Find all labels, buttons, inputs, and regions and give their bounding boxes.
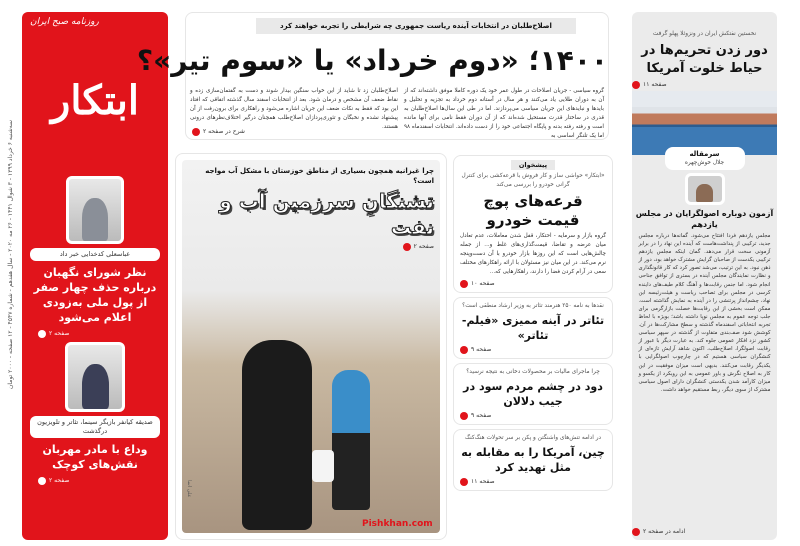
water-shortage-photo: [182, 160, 440, 533]
figure-woman: [242, 340, 312, 530]
page-ref-text: صفحه ۲: [49, 477, 70, 484]
page-ref-text: صفحه ۱۰: [471, 280, 495, 287]
page-ref-text: شرح در صفحه ۲: [203, 128, 245, 135]
story-headline[interactable]: چین، آمریکا را به مقابله به مثل تهدید کرد: [461, 446, 605, 474]
photo-credit: علی اسا: [186, 480, 192, 498]
photo-headline[interactable]: تشنگانِ سرزمین آب و نفت: [219, 189, 434, 239]
left-stories: [26, 176, 164, 536]
page-ref-text: صفحه ۹: [471, 412, 492, 419]
editorial-title[interactable]: آزمون دوباره اصولگرایان در مجلس یازدهم: [635, 209, 774, 229]
page-ref[interactable]: [38, 476, 69, 485]
newspaper-logo: ابتکار: [51, 77, 139, 124]
lead-story: [136, 12, 609, 140]
dateline: سه‌شنبه ۶ خرداد ۱۳۹۹ - ۳ شوال ۱۴۴۱ - ۲۶ مه ۲۰۲۰ - سال هفدهم - شماره ۴۵۴۷ - ۱۲ صفحه - ۲۰۰۰ تومان: [7, 120, 14, 389]
page-dot-icon: [460, 280, 468, 288]
editorial-body: مجلس یازدهم فردا افتتاح می‌شود. گمانه‌ها درباره مجلس جدید، ترکیبی از پنداشت‌هاست که آینده این نهاد را در برابر آزمونی سخت قرار می‌دهد. گمان اینکه مجلس یازدهم ترکیبی یکدست از صاحبان گرایش مشترک خواهد بود، دور از ذهن نبود. به این ترتیب، می‌شد تصور کرد که کار قانونگذاری و نظارت نمایندگان مجلس آینده در بستری از توافق جناحی انجام شود. اما جنس رقابت‌ها و آهنگ کلام طیف‌های داینده کرسی در مجلس برای تصاحب ریاست و هیئت‌رئیسه این نهاد، چشم‌انداز پرتنشی را در آینده به نمایش گذاشته است. ممکن است بخشی از این رقابت‌ها خصلت بازارگرمی برای جلب توجه عموم به مجلس نوپا داشته باشد؛ بویژه با لحاظ تجربه انتخاباتی اسفندماه گذشته و سطح مشارکت‌ها در آن. کوشش شود صف‌بندی متفاوت از گذشته در سپهر سیاسی کشور نزد افکار عمومی جلوه کند. به عبارت دیگر با عبور از رقابت اصولگرا، اصلاح‌طلب، اکنون شاهد آرایش تازه‌ای از کنشگران سیاسی هستیم که در چارچوب اصولگرایی با یکدیگر رقابت می‌کنند. بدیهی است میزان موفقیت در این کار به اصلاح نگرش و باور عمومی به این رویکرد از یکسو و میزان کارآمد شدن یکدستی کنشگران دارای اصول سیاسی مشترک از سوی دیگر، ربط مستقیم خواهد داشت.: [638, 233, 771, 393]
tanker-photo: [632, 91, 777, 155]
right-column: [632, 12, 777, 540]
page-dot-icon: [192, 128, 200, 136]
figure-boy: [332, 370, 370, 510]
page-dot-icon: [403, 243, 411, 251]
page-dot-icon: [632, 528, 640, 536]
page-ref[interactable]: [460, 345, 491, 354]
page-ref-text: صفحه ۲: [49, 330, 70, 337]
photo-heading-group: [186, 166, 434, 251]
page-ref[interactable]: [460, 411, 491, 420]
editorial-author: جلال خوش‌چهره: [684, 160, 725, 166]
author-portrait: [685, 173, 725, 205]
story-china-us: [453, 429, 613, 491]
page-ref[interactable]: [460, 477, 495, 486]
story-car-lottery: [453, 155, 613, 293]
page-ref-text: صفحه ۱۱: [471, 478, 495, 485]
lead-headline[interactable]: ۱۴۰۰؛ «دوم خرداد» یا «سوم تیر»؟: [136, 44, 608, 77]
tanker-headline[interactable]: دور زدن تحریم‌ها در حیاط خلوت آمریکا: [641, 43, 768, 76]
editorial-label-box: [665, 147, 745, 170]
photo-caption: عباسعلی کدخدایی خبر داد: [30, 248, 160, 261]
photo-kicker: چرا غیزانیه همچون بسیاری از مناطق خوزستان با مشکل آب مواجه است؟: [205, 167, 434, 185]
photo-story: [175, 153, 447, 540]
story-headline[interactable]: دود در چشم مردم سود در جیب دلالان: [463, 380, 603, 408]
page-ref[interactable]: [192, 127, 245, 136]
page-dot-icon: [38, 477, 46, 485]
lead-kicker: اصلاح‌طلبان در انتخابات آینده ریاست جمهوری چه شرایطی را تجربه خواهند کرد: [256, 18, 576, 34]
page-dot-icon: [38, 330, 46, 338]
editorial-label: سرمقاله: [689, 150, 720, 158]
headline-four-zeros[interactable]: نظر شورای نگهبان درباره حذف چهار صفر از پول ملی به‌زودی اعلام می‌شود: [33, 266, 157, 324]
lead-body-left: اصلاح‌طلبان زد تا شاید از این خواب سنگین بیدار شوند و دست به گفتمان‌سازی زده و نقاط ضعف آن مشخص و درمان شود. بعد از انتخابات اسفند سال گذشته اتفاقی که افتاد این بود که فقط به نکات ضعف این جریان اشاره می‌شود و راهکاری برای برون‌رفت از آن پیشنهاد نشده و نخبگان و تئوری‌پردازان اصلاح‌طلب همچنان درگیر اختلاف‌نظرهای درونی هستند.: [190, 88, 398, 130]
masthead-tagline: روزنامه صبح ایران: [30, 17, 99, 27]
page-dot-icon: [632, 81, 640, 89]
photo-caption: صدیقه کیانفر بازیگر سینما، تئاتر و تلویزیون درگذشت: [30, 416, 160, 438]
page-dot-icon: [460, 346, 468, 354]
page-ref-text: صفحه ۹: [471, 346, 492, 353]
story-theatre: [453, 297, 613, 359]
middle-stories: [453, 155, 613, 540]
watermark: Pishkhan.com: [362, 519, 433, 529]
story-body: گروه بازار و سرمایه - احتکار، قفل شدن معاملات، عدم تعادل میان عرضه و تقاضا، قیمت‌گذاری‌های غلط و... از جمله چالش‌هایی است که این روزها بازار خودرو با آن دست‌وپنجه نرم می‌کند. در این میان نیز مسئولان با ارائه راهکارهای مختلف سعی در آرام کردن فضا را دارند، راهکارهایی که...: [460, 233, 606, 275]
story-tobacco-tax: [453, 363, 613, 425]
page-dot-icon: [460, 478, 468, 486]
lead-body-right: گروه سیاسی - جریان اصلاحات در طول عمر خود یک دوره کاملا موفق داشته‌اند که از آن به دوران طلایی یاد می‌کنند و هر سال در آستانه دوم خرداد به تجزیه و تحلیل و بایدها و نبایدهای این جریان سیاسی می‌پردازند. اما در طی این سال‌ها اصلاح‌طلبان به قدری در ساختار قدرت مستحیل شده‌اند که از آن دوران فقط نامی برای آنها مانده است و رفته رفته بدنه و پایگاه اجتماعی خود را از دست داده‌اند. انتخابات اسفندماه ۹۸ اما یک تلنگر اساسی به: [404, 88, 604, 139]
story-kicker: نقدها به نامه ۲۵۰ هنرمند تئاتر به وزیر ارشاد منطقی است؟: [462, 303, 604, 309]
story-headline[interactable]: قرعه‌های پوچ قیمت خودرو: [483, 192, 583, 229]
section-label: پیشخوان: [511, 160, 555, 170]
portrait-kadkhodaei: [66, 176, 124, 244]
story-kicker: «ابتکار» حواشی ساز و کار فروش با قرعه‌کشی برای کنترل گرانی خودرو را بررسی می‌کند: [461, 173, 605, 188]
page-ref[interactable]: [460, 279, 495, 288]
story-kicker: در ادامه تنش‌های واشنگتن و پکن بر سر تحولات هنگ‌کنگ: [464, 435, 602, 441]
page-dot-icon: [460, 412, 468, 420]
water-jug: [312, 450, 334, 482]
page-ref-text: ادامه در صفحه ۲: [643, 528, 686, 535]
page-ref-text: صفحه ۱۱: [643, 81, 667, 88]
page-ref[interactable]: [632, 527, 685, 536]
story-headline[interactable]: تئاتر در آینه ممیزی «فیلم-تئاتر»: [461, 314, 605, 342]
story-kicker: نخستین نفتکش ایران در ونزوئلا پهلو گرفت: [652, 31, 757, 37]
page-ref-text: صفحه ۲: [413, 243, 434, 250]
headline-farewell[interactable]: وداع با مادر مهربان نقش‌های کوچک: [42, 443, 148, 471]
page-ref[interactable]: [38, 329, 69, 338]
page-ref[interactable]: [632, 80, 667, 89]
story-kicker: چرا ماجرای مالیات بر محصولات دخانی به نتیجه نرسید؟: [466, 369, 600, 375]
page-ref[interactable]: [403, 242, 434, 251]
portrait-kianfar: [65, 342, 125, 412]
